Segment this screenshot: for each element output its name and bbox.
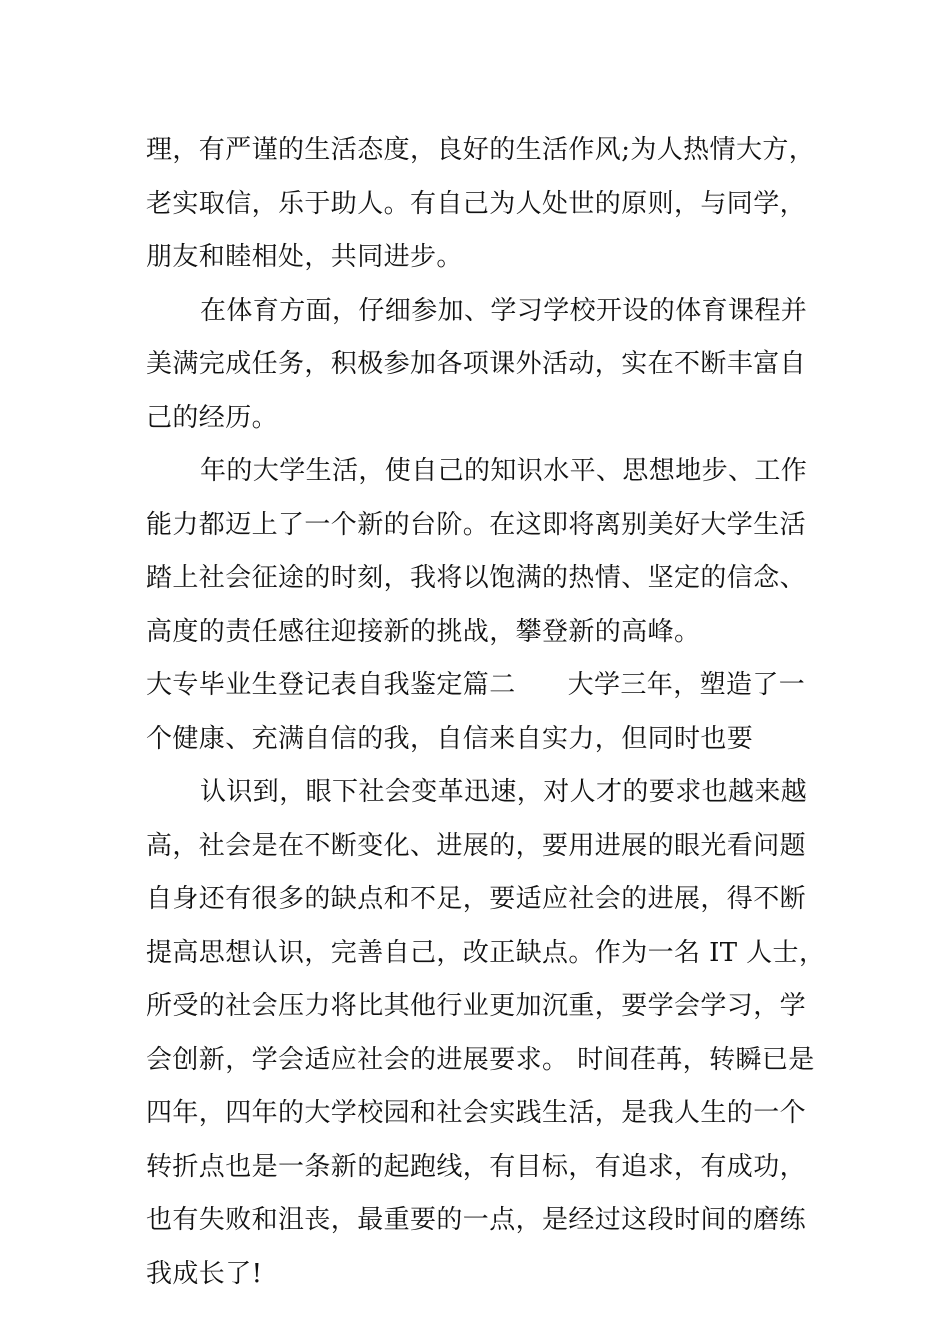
text-line: 高度的责任感往迎接新的挑战，攀登新的高峰。 (146, 616, 701, 647)
text-line: 理，有严谨的生活态度，良好的生活作风;为人热情大方， (146, 135, 816, 165)
paragraph-start-line: 在体育方面，仔细参加、学习学校开设的体育课程并 (200, 295, 808, 326)
section-title: 大专毕业生登记表自我鉴定篇二 (146, 670, 516, 700)
text-line: 老实取信，乐于助人。有自己为人处世的原则，与同学， (146, 188, 807, 219)
text-line: 提高思想认识，完善自己，改正缺点。作为一名 IT 人士， (146, 937, 826, 968)
text-line: 己的经历。 (146, 402, 279, 433)
text-line: 四年，四年的大学校园和社会实践生活，是我人生的一个 (146, 1098, 807, 1128)
paragraph-start-line: 年的大学生活，使自己的知识水平、思想地步、工作 (200, 456, 808, 486)
text-line: 所受的社会压力将比其他行业更加沉重，要学会学习，学 (146, 991, 807, 1021)
document-body (146, 124, 826, 1301)
section-title-line (146, 659, 811, 713)
text-line: 我成长了! (146, 1258, 263, 1289)
section-first-text: 大学三年，塑造了一 (567, 670, 806, 700)
text-line: 能力都迈上了一个新的台阶。在这即将离别美好大学生活 (146, 509, 807, 540)
paragraph-start-line: 认识到，眼下社会变革迅速，对人才的要求也越来越 (200, 777, 808, 807)
text-line: 美满完成任务，积极参加各项课外活动，实在不断丰富自 (146, 349, 807, 379)
text-line: 会创新，学会适应社会的进展要求。 时间荏苒，转瞬已是 (146, 1044, 815, 1075)
text-line: 高，社会是在不断变化、进展的，要用进展的眼光看问题 (146, 830, 807, 861)
text-line: 自身还有很多的缺点和不足，要适应社会的进展，得不断 (146, 884, 807, 914)
text-line: 踏上社会征途的时刻，我将以饱满的热情、坚定的信念、 (146, 563, 807, 593)
text-line: 转折点也是一条新的起跑线，有目标，有追求，有成功， (146, 1151, 807, 1182)
text-line: 个健康、充满自信的我，自信来自实力，但同时也要 (146, 723, 754, 754)
text-line: 也有失败和沮丧，最重要的一点，是经过这段时间的磨练 (146, 1205, 807, 1235)
text-line: 朋友和睦相处，共同进步。 (146, 242, 463, 272)
